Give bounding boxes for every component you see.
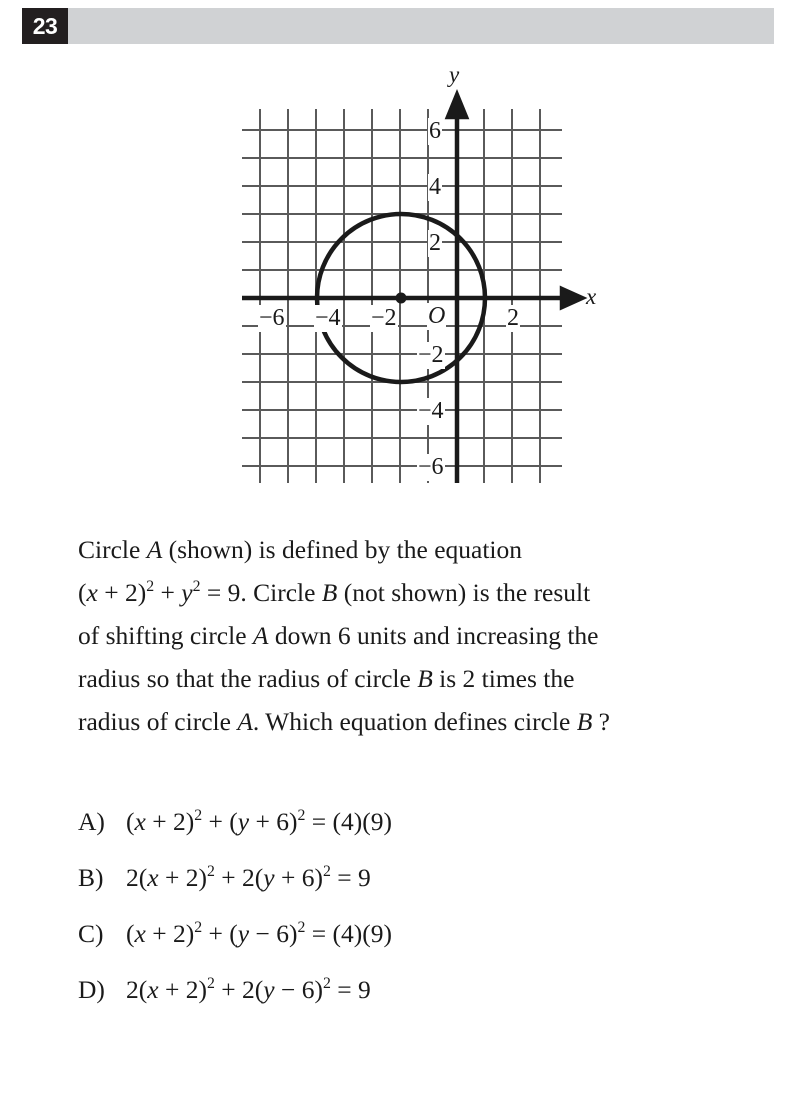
choice-a-p4: + 6) <box>249 807 298 836</box>
stem-line3-pre: of shifting circle <box>78 621 253 650</box>
choice-d-p5: = 9 <box>330 975 371 1004</box>
x-axis-arrow <box>562 289 582 307</box>
question-number-badge: 23 <box>22 8 68 44</box>
choice-c-s1: 2 <box>194 919 203 937</box>
choice-d-x: x <box>147 975 159 1004</box>
stem-eq-y: y <box>181 578 193 607</box>
choice-b-y: y <box>263 863 275 892</box>
choice-c-x: x <box>134 919 146 948</box>
stem-line1-pre: Circle <box>78 535 147 564</box>
stem-var-a-3: A <box>237 707 253 736</box>
choice-c-p4: − 6) <box>249 919 298 948</box>
choice-body-c <box>126 919 392 948</box>
choice-a-p1: ( <box>126 807 135 836</box>
x-tick-label-neg4: −4 <box>315 305 341 331</box>
choice-a-p3: + ( <box>202 807 238 836</box>
choice-a-s1: 2 <box>194 807 203 825</box>
choice-d-p2: + 2) <box>158 975 207 1004</box>
graph-svg <box>0 0 796 510</box>
choice-a-p2: + 2) <box>145 807 195 836</box>
choice-d-s2: 2 <box>322 975 331 993</box>
choice-d-p1: 2( <box>126 975 148 1004</box>
question-stem <box>78 528 758 743</box>
y-tick-label-pos2: 2 <box>429 230 441 256</box>
y-tick-label-neg6: −6 <box>418 454 444 480</box>
y-axis-arrow <box>448 95 466 117</box>
origin-label: O <box>428 303 446 329</box>
choice-a-y: y <box>237 807 250 836</box>
choice-c-y: y <box>237 919 250 948</box>
axes <box>242 95 582 483</box>
stem-eq-open: ( <box>78 578 87 607</box>
stem-eq-sup1: 2 <box>146 578 155 596</box>
choice-c-p1: ( <box>126 919 135 948</box>
choice-c-s2: 2 <box>297 919 306 937</box>
y-tick-label-neg2: −2 <box>418 342 444 368</box>
y-tick-label-neg4: −4 <box>418 398 444 424</box>
stem-var-b-1: B <box>321 578 338 607</box>
y-tick-label-pos6: 6 <box>429 118 441 144</box>
stem-var-a-2: A <box>252 621 269 650</box>
choice-b-s1: 2 <box>206 863 215 881</box>
stem-eq-plus: + <box>154 578 182 607</box>
choice-d-p4: − 6) <box>274 975 323 1004</box>
stem-var-b-2: B <box>417 664 433 693</box>
stem-eq-sup2: 2 <box>192 578 201 596</box>
choice-d-s1: 2 <box>206 975 215 993</box>
choice-b-x: x <box>147 863 159 892</box>
choice-body-a <box>126 807 392 836</box>
x-axis-label: x <box>586 284 597 309</box>
stem-line3-post: down 6 units and increasing the <box>268 621 599 650</box>
choice-d-y: y <box>263 975 275 1004</box>
choice-b-s2: 2 <box>322 863 331 881</box>
choice-letter-c: C) <box>78 919 104 948</box>
choice-c-p3: + ( <box>202 919 238 948</box>
figure-coordinate-plane <box>0 0 796 510</box>
choice-b-p1: 2( <box>126 863 148 892</box>
answer-choice-c[interactable] <box>78 914 758 970</box>
stem-var-b-3: B <box>576 707 593 736</box>
choice-b-p4: + 6) <box>274 863 323 892</box>
choice-a-s2: 2 <box>297 807 306 825</box>
stem-line5-pre: radius of circle <box>78 707 238 736</box>
choice-b-p2: + 2) <box>158 863 207 892</box>
choice-b-p3: + 2( <box>214 863 264 892</box>
circle-a-center-point <box>396 293 407 304</box>
stem-eq-x: x <box>86 578 98 607</box>
x-tick-label-pos2: 2 <box>507 305 519 331</box>
stem-line4-pre: radius so that the radius of circle <box>78 664 418 693</box>
stem-line4-post: is 2 times the <box>432 664 575 693</box>
stem-line1-post: (shown) is defined by the equation <box>162 535 523 564</box>
stem-line5-post: ? <box>592 707 610 736</box>
stem-line5-mid: . Which equation defines circle <box>252 707 577 736</box>
choice-letter-d: D) <box>78 975 105 1004</box>
choice-c-p2: + 2) <box>145 919 195 948</box>
answer-choices <box>78 802 758 1026</box>
choice-a-x: x <box>134 807 146 836</box>
answer-choice-b[interactable] <box>78 858 758 914</box>
answer-choice-a[interactable] <box>78 802 758 858</box>
choice-body-d <box>126 975 371 1004</box>
stem-var-a-1: A <box>146 535 163 564</box>
stem-eq-equals: = 9. Circle <box>200 578 322 607</box>
x-tick-label-neg2: −2 <box>371 305 397 331</box>
stem-line2-post: (not shown) is the result <box>337 578 591 607</box>
choice-b-p5: = 9 <box>330 863 371 892</box>
choice-letter-b: B) <box>78 863 104 892</box>
stem-eq-plus2: + 2) <box>97 578 147 607</box>
x-tick-label-neg6: −6 <box>259 305 285 331</box>
choice-d-p3: + 2( <box>214 975 264 1004</box>
choice-c-p5: = (4)(9) <box>305 919 392 948</box>
answer-choice-d[interactable] <box>78 970 758 1026</box>
y-tick-label-pos4: 4 <box>429 174 441 200</box>
choice-body-b <box>126 863 371 892</box>
choice-a-p5: = (4)(9) <box>305 807 392 836</box>
y-axis-label: y <box>449 62 460 87</box>
choice-letter-a: A) <box>78 807 105 836</box>
